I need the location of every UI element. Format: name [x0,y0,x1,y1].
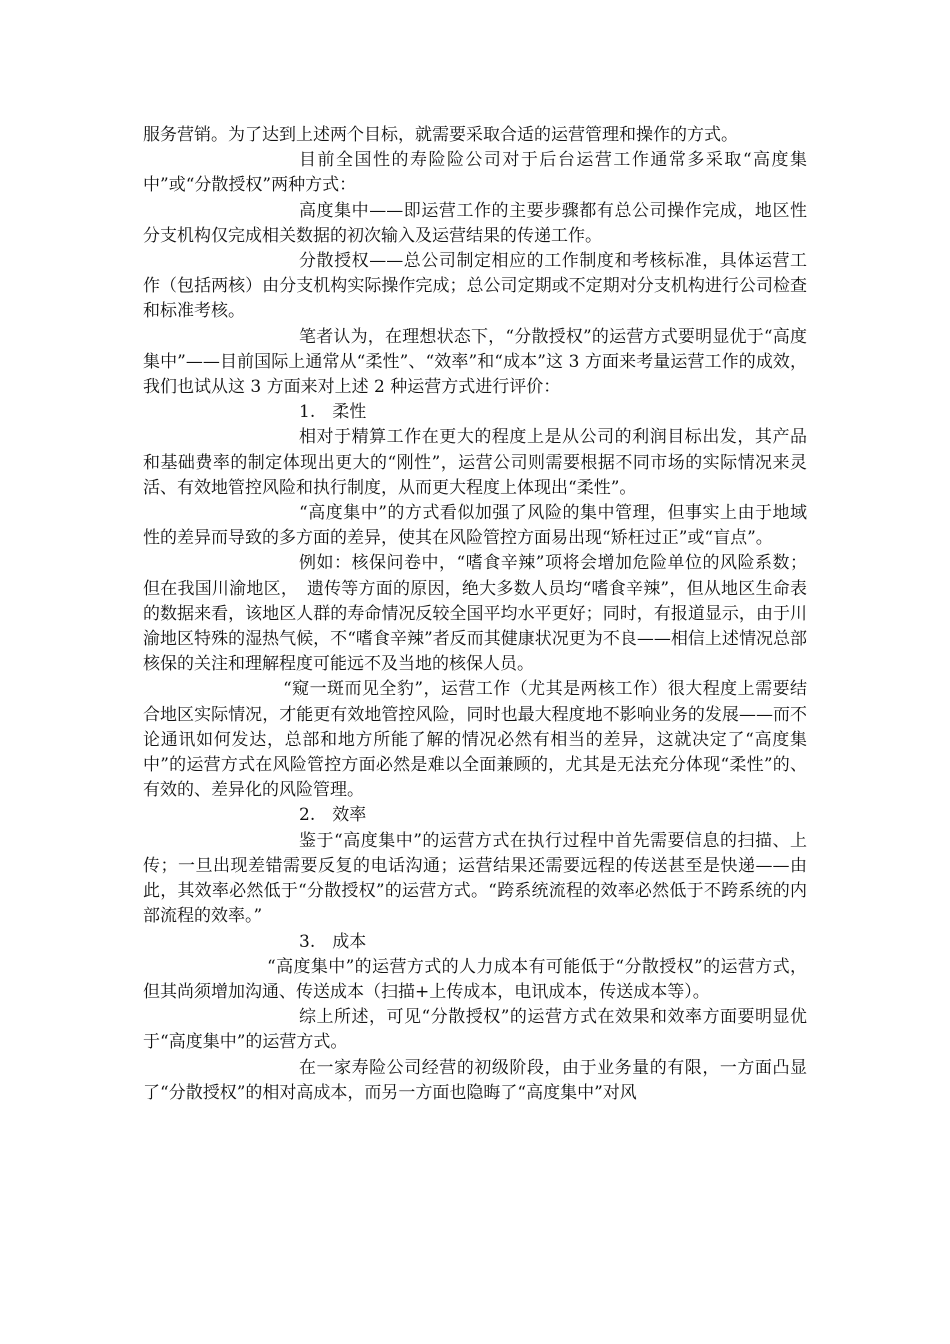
paragraph-8: 例如：核保问卷中，“嗜食辛辣”项将会增加危险单位的风险系数；但在我国川渝地区， 遗传等方面的原因，绝大多数人员均“嗜食辛辣”，但从地区生命表的数据来看，该地区人群的寿命情况反较全国平均水平更好；同时，有报道显示，由于川渝地区特殊的湿热气候，不“嗜食辛辣”者反而其健康状况更为不良——相信上述情况总部核保的关注和理解程度可能远不及当地的核保人员。 [143,553,807,675]
paragraph-11: “高度集中”的运营方式的人力成本有可能低于“分散授权”的运营方式，但其尚须增加沟通、传送成本（扫描+上传成本，电讯成本，传送成本等）。 [143,956,807,1002]
section-heading-efficiency: 2. 效率 [299,805,367,826]
document-page [143,123,807,1106]
paragraph-5: 笔者认为，在理想状态下，“分散授权”的运营方式要明显优于“高度集中”——目前国际上通常从“柔性”、“效率”和“成本”这 3 方面来考量运营工作的成效，我们也试从这 3 方面来对上述 2 种运营方式进行评价： [143,326,807,398]
paragraph-13: 在一家寿险公司经营的初级阶段，由于业务量的有限，一方面凸显了“分散授权”的相对高成本，而另一方面也隐晦了“高度集中”对风 [143,1057,807,1103]
paragraph-9: “窥一斑而见全豹”，运营工作（尤其是两核工作）很大程度上需要结合地区实际情况，才能更有效地管控风险，同时也最大程度地不影响业务的发展——而不论通讯如何发达，总部和地方所能了解的情况必然有相当的差异，这就决定了“高度集中”的运营方式在风险管控方面必然是难以全面兼顾的，尤其是无法充分体现“柔性”的、有效的、差异化的风险管理。 [143,679,807,801]
section-heading-cost: 3. 成本 [299,931,367,952]
paragraph-3: 高度集中——即运营工作的主要步骤都有总公司操作完成，地区性分支机构仅完成相关数据的初次输入及运营结果的传递工作。 [143,200,807,246]
paragraph-6: 相对于精算工作在更大的程度上是从公司的利润目标出发，其产品和基础费率的制定体现出更大的“刚性”，运营公司则需要根据不同市场的实际情况来灵活、有效地管控风险和执行制度，从而更大程度上体现出“柔性”。 [143,427,807,498]
paragraph-2: 目前全国性的寿险险公司对于后台运营工作通常多采取“高度集中”或“分散授权”两种方式： [143,150,807,196]
paragraph-10: 鉴于“高度集中”的运营方式在执行过程中首先需要信息的扫描、上传；一旦出现差错需要反复的电话沟通；运营结果还需要远程的传送甚至是快递——由此，其效率必然低于“分散授权”的运营方式。“跨系统流程的效率必然低于不跨系统的内部流程的效率。” [143,830,807,927]
paragraph-12: 综上所述，可见“分散授权”的运营方式在效果和效率方面要明显优于“高度集中”的运营方式。 [143,1007,807,1053]
section-heading-flexibility: 1. 柔性 [299,402,367,423]
paragraph-1: 服务营销。为了达到上述两个目标，就需要采取合适的运营管理和操作的方式。 [143,125,738,145]
paragraph-7: “高度集中”的方式看似加强了风险的集中管理，但事实上由于地域性的差异而导致的多方面的差异，使其在风险管控方面易出现“矫枉过正”或“盲点”。 [143,503,807,549]
paragraph-4: 分散授权——总公司制定相应的工作制度和考核标准，具体运营工作（包括两核）由分支机构实际操作完成；总公司定期或不定期对分支机构进行公司检查和标准考核。 [143,251,807,322]
